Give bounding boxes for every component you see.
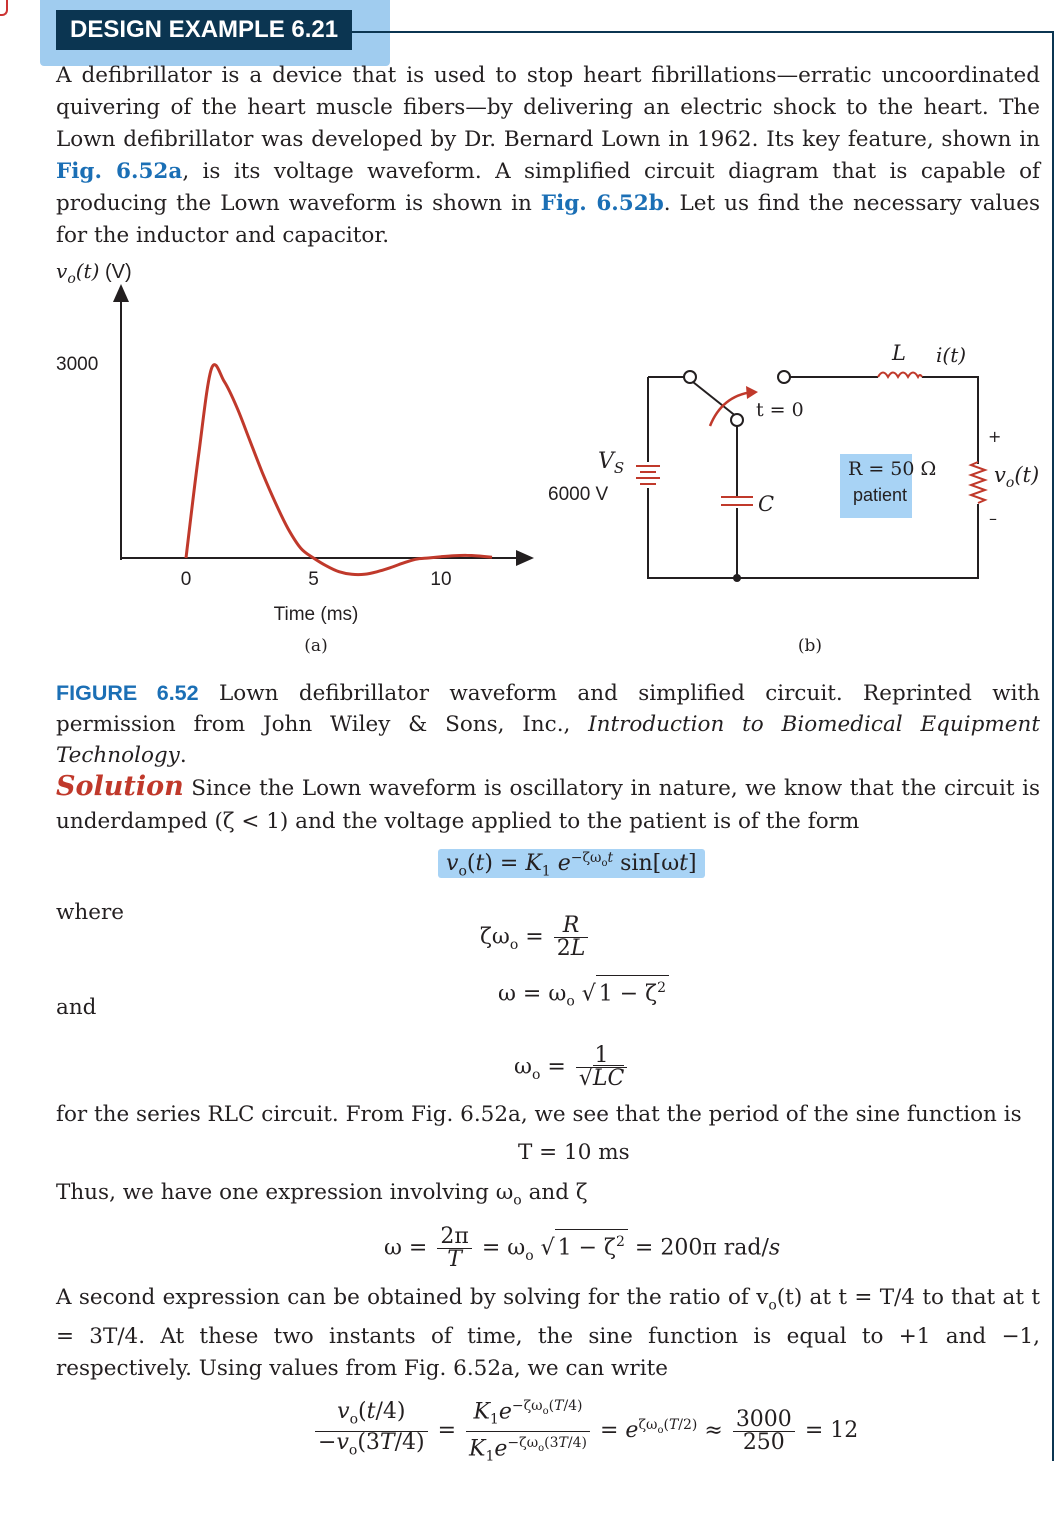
equation-vo: $v_o(t) = K_1$ $e^{-\zeta\omega_ot}$ sin[ωt] [438,850,705,880]
inductor-icon [878,373,922,378]
equation-ratio: $\frac{v_o(t/4)}{-v_o(3T/4)}$ = $\frac{K_1e^{-\zeta\omega_o(T/4)}}{K_1e^{-\zeta\omega_o(3T/4)}}$ = $e^{\zeta\omega_o(T/2)}$ ≈ $\frac{3000}{250}$ = 12 [312,1395,858,1467]
frame-right-rule [1052,31,1054,1461]
label-i: i(t) [936,343,967,367]
label-R: R = 50 Ω [848,458,937,480]
x-tick-10: 10 [430,569,452,590]
series-rlc-text: for the series RLC circuit. From Fig. 6.52a, we see that the period of the sine function is [56,1102,1022,1127]
label-t0: t = 0 [756,399,804,421]
intro-paragraph: A defibrillator is a device that is used to stop heart fibrillations—erratic uncoordinated quivering of the heart muscle fibers—by delivering an electric shock to the heart. The Lown defibrillator was developed by Dr. Bernard Lown in 1962. Its key feature, shown in Fig. 6.52a, is its voltage waveform. A simplified circuit diagram that is capable of producing the Lown waveform is shown in Fig. 6.52b. Let us find the necessary values for the inductor and capacitor. [56,63,1040,248]
waveform-chart [40,250,540,660]
ground-node [733,574,741,582]
word-and: and [56,995,97,1020]
equation-zeta-omega: $\zeta\omega_o$ = $\frac{R}{2L}$ [480,915,591,960]
figure-caption: FIGURE 6.52 Lown defibrillator waveform and simplified circuit. Reprinted with permission from John Wiley & Sons, Inc., Introduction to Biomedical Equipment Technology. [56,681,1040,768]
period-value: T = 10 ms [518,1140,630,1165]
label-L: L [892,341,906,365]
thus-text: Thus, we have one expression involving $\omega_o$ and ζ [56,1180,588,1209]
switch-terminal-left [684,371,696,383]
fig-ref-a[interactable]: Fig. 6.52a [56,159,183,184]
label-vo: $v_o(t)$ [994,463,1040,491]
y-tick-3000: 3000 [56,354,99,375]
second-expression-paragraph: A second expression can be obtained by solving for the ratio of $v_o(t)$ at t = T/4 to that at t = 3T/4. At these two instants of time, the sine function is equal to +1 and −1, respectively. Using values from Fig. 6.52a, we can write [56,1285,1040,1382]
equation-omega: $\omega = \omega_o$ √ $1 - \zeta^2$ [498,975,669,1010]
resistor-icon [970,462,986,504]
switch-pivot [731,414,743,426]
equation-period-omega: ω = $\frac{2\pi}{T}$ = $\omega_o$ √ $1 - \zeta^2 = 200\pi$ rad/s [384,1224,781,1272]
frame-top-rule [352,31,1054,33]
waveform-line [186,365,492,575]
x-axis-label: Time (ms) [273,604,359,625]
sub-label-b: (b) [797,636,823,656]
circuit-diagram [540,330,1052,660]
label-C: C [758,492,775,516]
example-title: DESIGN EXAMPLE 6.21 [56,10,352,50]
x-tick-0: 0 [180,569,192,590]
equation-omega-o: $\omega_o$ = $\frac{1}{√LC}$ [514,1045,630,1090]
x-tick-5: 5 [308,569,319,590]
label-Vs-value: 6000 V [548,484,609,505]
sub-label-a: (a) [304,636,328,656]
capacitor-icon [720,496,754,508]
margin-mark [0,0,8,16]
y-axis-label: $v_o(t)$ (V) [56,259,132,287]
battery-icon [636,462,660,488]
label-minus: – [989,509,997,528]
label-Vs: $V_S$ [598,449,625,477]
label-plus: + [988,427,1002,446]
label-patient: patient [853,485,908,505]
solution-paragraph: Solution Since the Lown waveform is oscillatory in nature, we know that the circuit is underdamped (ζ < 1) and the voltage applied to the patient is of the form [56,771,1040,834]
fig-ref-b[interactable]: Fig. 6.52b [540,191,664,216]
switch-terminal-right [778,371,790,383]
word-where: where [56,900,124,925]
